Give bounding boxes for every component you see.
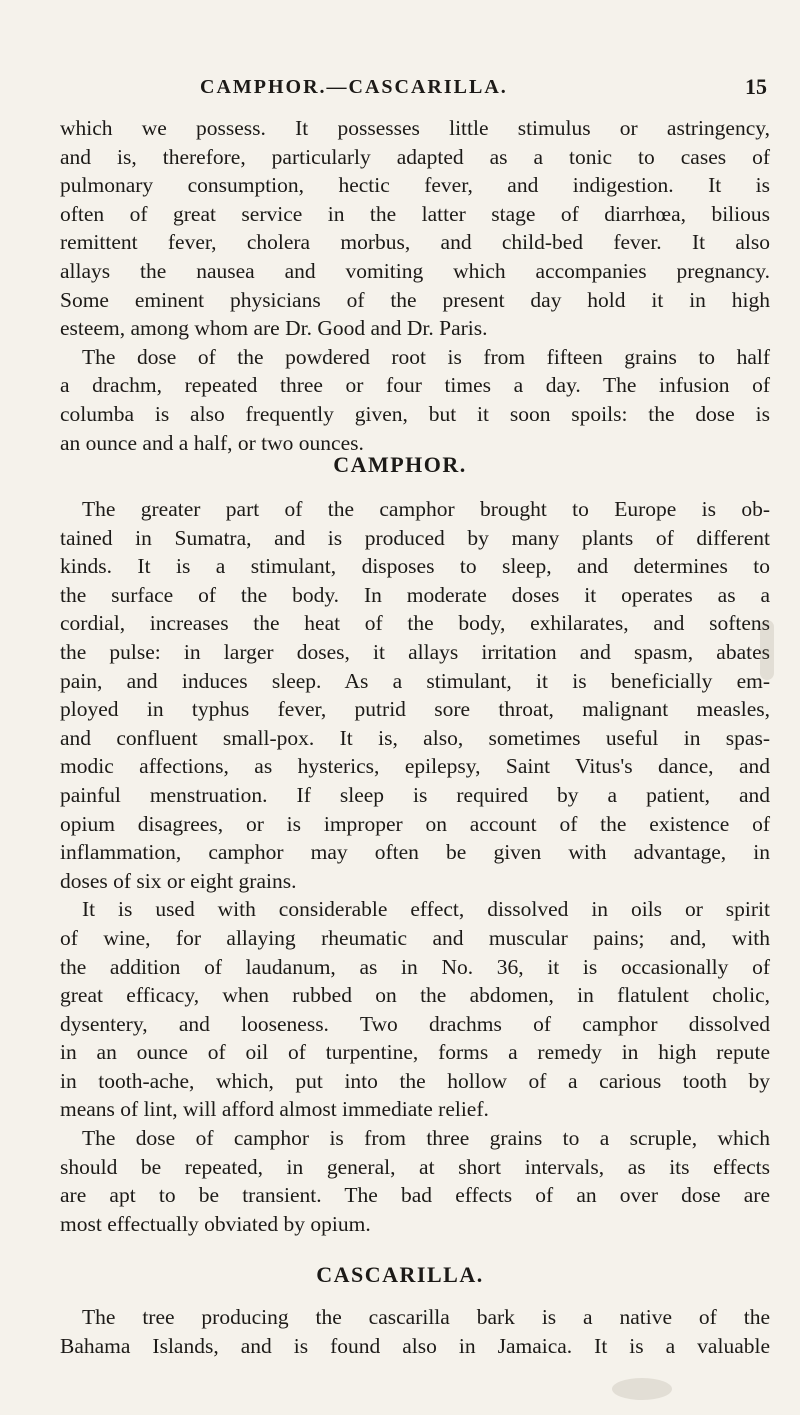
text-line: dysentery, and looseness. Two drachms of camphor dissolved	[60, 1011, 770, 1036]
text-line: allays the nausea and vomiting which accompanies pregnancy.	[60, 258, 770, 283]
section-heading-camphor: CAMPHOR.	[333, 452, 467, 477]
text-line: the surface of the body. In moderate doses it operates as a	[60, 582, 770, 607]
camphor-text	[60, 495, 770, 1238]
text-line: columba is also frequently given, but it soon spoils: the dose is	[60, 401, 770, 426]
text-line: and is, therefore, particularly adapted as a tonic to cases of	[60, 144, 770, 169]
text-line: modic affections, as hysterics, epilepsy, Saint Vitus's dance, and	[60, 754, 770, 779]
text-line: the pulse: in larger doses, it allays irritation and spasm, abates	[60, 639, 770, 664]
text-line: means of lint, will afford almost immediate relief.	[60, 1097, 489, 1122]
text-line: ployed in typhus fever, putrid sore throat, malignant measles,	[60, 697, 770, 722]
text-line: the addition of laudanum, as in No. 36, it is occasionally of	[60, 954, 770, 979]
text-line: opium disagrees, or is improper on account of the existence of	[60, 811, 770, 836]
text-line: most effectually obviated by opium.	[60, 1211, 371, 1236]
paper-stain	[760, 620, 774, 680]
text-line: great efficacy, when rubbed on the abdomen, in flatulent cholic,	[60, 983, 770, 1008]
text-line: a drachm, repeated three or four times a day. The infusion of	[60, 373, 770, 398]
text-line: The tree producing the cascarilla bark is a native of the	[82, 1305, 770, 1329]
paper-stain	[612, 1378, 672, 1400]
text-line: of wine, for allaying rheumatic and muscular pains; and, with	[60, 925, 770, 950]
cascarilla-text	[60, 1303, 770, 1360]
text-line: The dose of camphor is from three grains to a scruple, which	[82, 1126, 770, 1151]
text-line: Bahama Islands, and is found also in Jamaica. It is a valuable	[60, 1333, 770, 1358]
text-line: which we possess. It possesses little stimulus or astringency,	[60, 116, 770, 140]
text-line: in tooth-ache, which, put into the hollow of a carious tooth by	[60, 1068, 770, 1093]
text-line: esteem, among whom are Dr. Good and Dr. Paris.	[60, 316, 488, 341]
text-line: in an ounce of oil of turpentine, forms a remedy in high repute	[60, 1040, 770, 1065]
intro-text	[60, 114, 770, 457]
text-line: doses of six or eight grains.	[60, 868, 297, 893]
text-line: remittent fever, cholera morbus, and child-bed fever. It also	[60, 230, 770, 255]
text-line: inflammation, camphor may often be given with advantage, in	[60, 840, 770, 865]
text-line: and confluent small-pox. It is, also, sometimes useful in spas-	[60, 725, 770, 750]
text-line: The greater part of the camphor brought to Europe is ob-	[82, 497, 770, 521]
text-line: an ounce and a half, or two ounces.	[60, 430, 364, 455]
running-head	[0, 76, 800, 106]
page-number: 15	[745, 74, 767, 99]
text-line: painful menstruation. If sleep is required by a patient, and	[60, 782, 770, 807]
text-line: kinds. It is a stimulant, disposes to sleep, and determines to	[60, 554, 770, 579]
text-line: pain, and induces sleep. As a stimulant, it is beneficially em-	[60, 668, 770, 693]
text-line: The dose of the powdered root is from fifteen grains to half	[82, 344, 770, 369]
section-heading-cascarilla: CASCARILLA.	[316, 1262, 484, 1287]
text-line: often of great service in the latter stage of diarrhœa, bilious	[60, 201, 770, 226]
text-line: tained in Sumatra, and is produced by many plants of different	[60, 525, 770, 550]
text-line: are apt to be transient. The bad effects of an over dose are	[60, 1183, 770, 1208]
text-line: It is used with considerable effect, dissolved in oils or spirit	[82, 897, 770, 922]
text-line: cordial, increases the heat of the body, exhilarates, and softens	[60, 611, 770, 636]
text-line: Some eminent physicians of the present day hold it in high	[60, 287, 770, 312]
text-line: pulmonary consumption, hectic fever, and indigestion. It is	[60, 173, 770, 198]
running-title: CAMPHOR.—CASCARILLA.	[200, 76, 508, 98]
text-line: should be repeated, in general, at short intervals, as its effects	[60, 1154, 770, 1179]
